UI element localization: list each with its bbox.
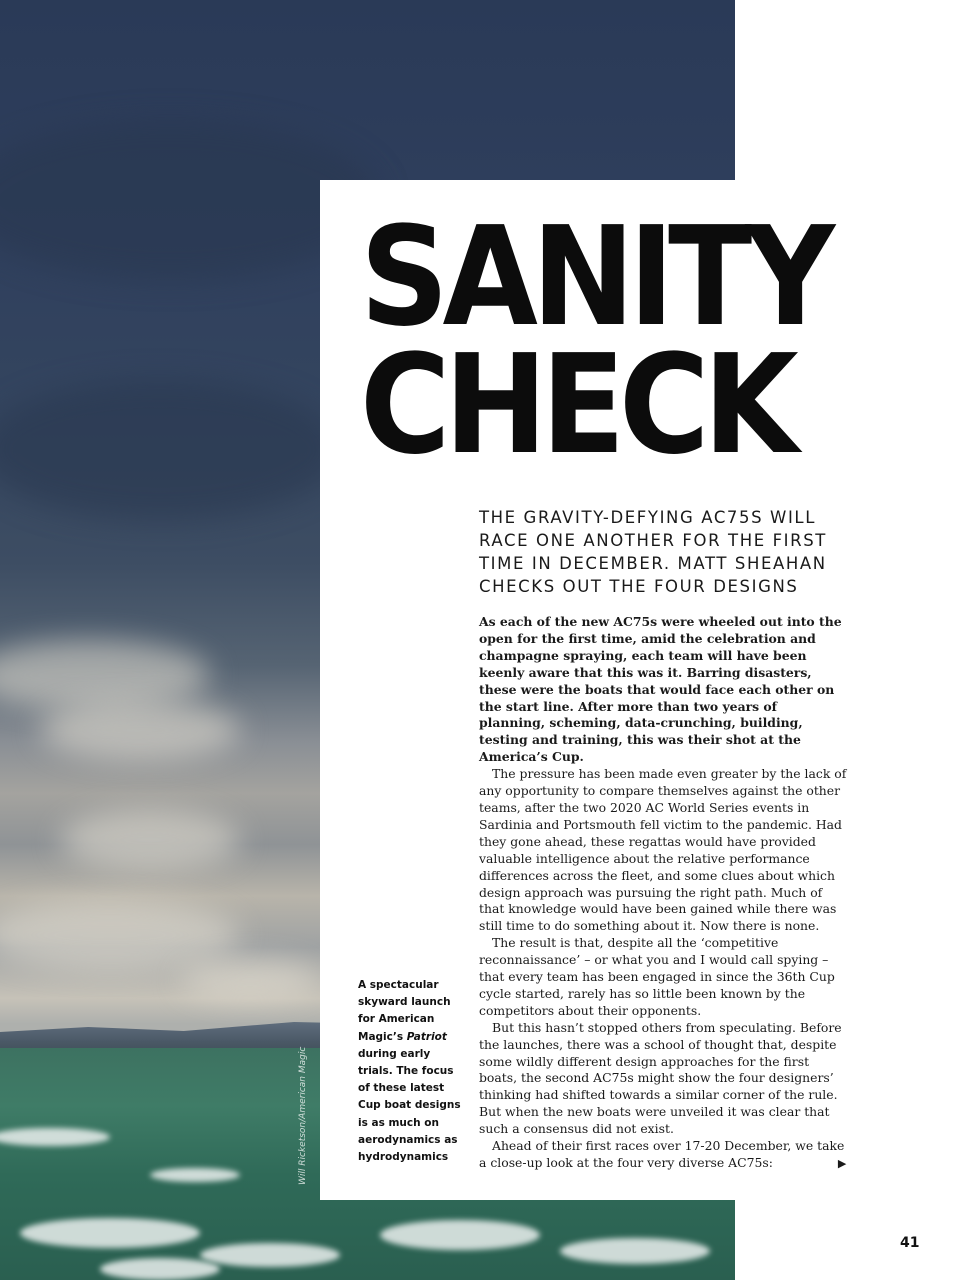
- lead-paragraph: As each of the new AC75s were wheeled out into the open for the first time, amid the celebration and champagne spraying, each team will have been keenly aware that this was it. Barring disasters, these were the boats that would face each other on the start line. After more than two years of planning, scheming, data-crunching, building, testing and training, this was their shot at the America’s Cup.: [479, 614, 842, 765]
- wave-foam: [0, 1128, 110, 1146]
- wave-foam: [20, 1218, 200, 1248]
- caption-text-start: A spectacular skyward launch for American Magic’s: [358, 979, 451, 1043]
- cloud: [40, 700, 240, 760]
- title-line-1: SANITY: [360, 198, 829, 357]
- closing-text: Ahead of their first races over 17-20 December, we take a close-up look at the four very diverse AC75s:: [479, 1138, 845, 1170]
- body-paragraph: But this hasn’t stopped others from speculating. Before the launches, there was a school of thought that, despite some wildly different design approaches for the first boats, the second AC75s might show the four designers’ thinking had shifted towards a similar corner of the rule. But when the new boats were unveiled it was clear that such a consensus did not exist.: [479, 1019, 842, 1137]
- body-paragraph: The pressure has been made even greater by the lack of any opportunity to compare themselves against the other teams, after the two 2020 AC World Series events in Sardinia and Portsmouth fell victim to the pandemic. Had they gone ahead, these regattas would have provided valuable intelligence about the relative performance differences across the fleet, and some clues about which design approach was pursuing the right path. Much of that knowledge would have been gained while there was still time to do something about it. Now there is none.: [479, 766, 847, 934]
- title-line-2: CHECK: [360, 326, 793, 485]
- wave-foam: [150, 1168, 240, 1182]
- wave-foam: [380, 1220, 540, 1250]
- body-paragraph: [479, 1138, 847, 1173]
- photo-credit: Will Ricketson/American Magic: [298, 1046, 308, 1185]
- wave-foam: [200, 1243, 340, 1267]
- storm-cloud: [0, 380, 340, 520]
- standfirst: THE GRAVITY-DEFYING AC75S WILL RACE ONE ANOTHER FOR THE FIRST TIME IN DECEMBER. MATT SHEAHAN CHECKS OUT THE FOUR DESIGNS: [479, 508, 827, 596]
- page-number: 41: [900, 1235, 920, 1251]
- photo-caption: [358, 977, 468, 1166]
- caption-text-end: during early trials. The focus of these latest Cup boat designs is as much on aerodynamics as hydrodynamics: [358, 1047, 461, 1164]
- cloud: [0, 640, 210, 710]
- caption-boat-name: Patriot: [406, 1030, 447, 1043]
- article-body: [479, 614, 847, 1173]
- continue-arrow-icon: ▶: [837, 1157, 847, 1170]
- cloud: [0, 900, 240, 970]
- body-paragraph: The result is that, despite all the ‘competitive reconnaissance’ – or what you and I would call spying – that every team has been engaged in since the 36th Cup cycle started, rarely has so little been known by the competitors about their opponents.: [479, 935, 835, 1018]
- cloud: [60, 810, 240, 870]
- article-title: [360, 198, 829, 485]
- wave-foam: [560, 1238, 710, 1264]
- cloud: [180, 960, 320, 1000]
- wave-foam: [100, 1258, 220, 1280]
